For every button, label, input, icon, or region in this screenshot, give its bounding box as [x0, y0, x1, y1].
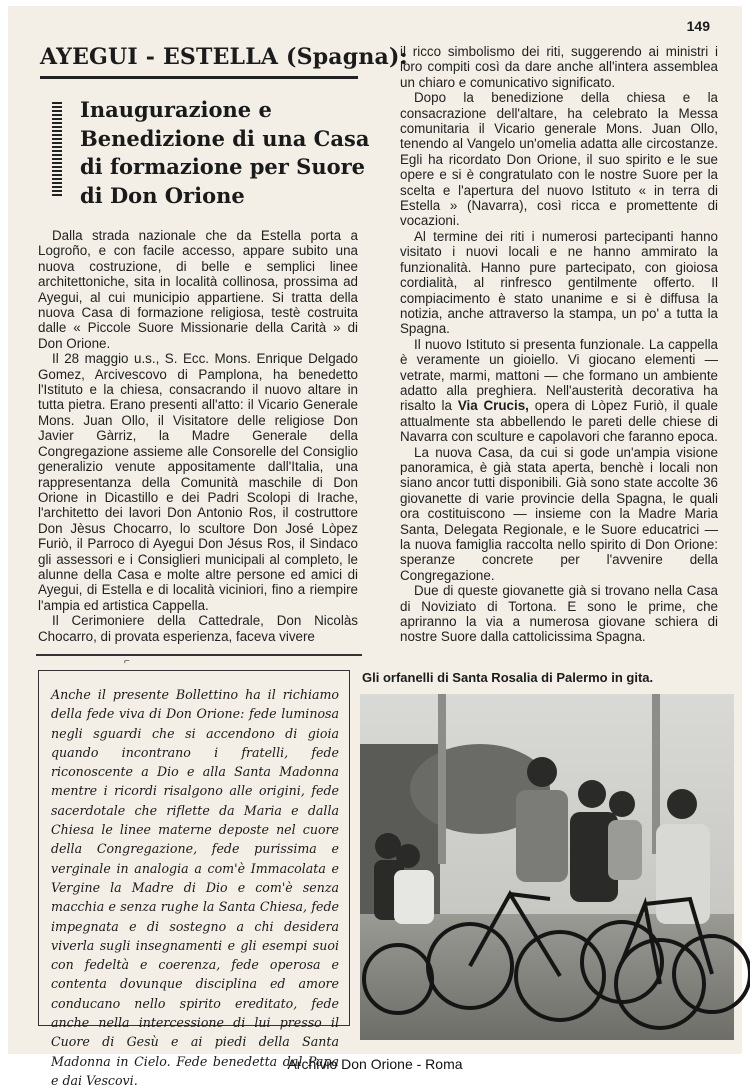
article-paragraph: La nuova Casa, da cui si gode un'ampia visione panoramica, è già stata aperta, benchè i locali non siano ancor tutti disponibili. Già sono state accolte 36 giovanette di varie provincie della Spagna, le quali ora costituiscono — insieme con la Madre Maria Santa, Delegata Regionale, e le Suore educatrici — la nuova famiglia raccolta nello spirito di Don Orione: speranze concrete per l'avvenire della Congregazione.	[400, 444, 718, 583]
photo-caption: Gli orfanelli di Santa Rosalia di Palermo in gita.	[362, 670, 654, 685]
quote-text: Anche il presente Bollettino ha il richiamo della fede viva di Don Orione: fede luminosa negli sguardi che si accendono di gioia quando incontrano i fratelli, fede riconoscente a Dio e alla Santa Madonna mentre i ricordi risalgono alle origini, fede sacerdotale che riflette da Maria e dalla Chiesa le linee materne deposte nel cuore della Congregazione, fede purissima e verginale in analogia a com'è Immacolata e Vergine la Madre di Dio e com'è senza macchia e senza rughe la Santa Chiesa, fede impegnata e di sostegno a chi desidera viverla sugli insegnamenti e gli esempi suoi con fedeltà e coerenza, fede operosa e contenta dovunque disciplina ed amore conducano nello spirito ereditato, fede anche nella intercessione di lui presso il Cuore di Gesù e ai piedi della Santa Madonna in Cielo. Fede benedetta dal Papa e dai Vescovi.	[51, 687, 339, 1088]
archive-label: Archivio Don Orione - Roma	[287, 1056, 463, 1072]
section-header-title: AYEGUI - ESTELLA (Spagna):	[40, 44, 408, 70]
article-paragraph: Il 28 maggio u.s., S. Ecc. Mons. Enrique Delgado Gomez, Arcivescovo di Pamplona, ha benedetto l'Istituto e la chiesa, consacrando il nuovo altare in tutta pietra. Erano presenti all'atto: il Vicario Generale Mons. Juan Ollo, il Visitatore delle religiose Don Javier Gàrriz, la Madre Generale della Congregazione assieme alle Consorelle del Consiglio generalizio venute appositamente dall'Italia, una rappresentanza della Comunità maschile di Don Orione in Dicastillo e dei Padri Scolopi di Irache, l'architetto dei lavori Don Antonio Ros, il costruttore Don Jèsus Chocarro, lo scultore Don José Lòpez Furiò, il Parroco di Ayegui Don Jésus Ros, il Sindaco gli assessori e i Consiglieri municipali al completo, le alunne della Casa e molte altre persone ed amici di Ayegui, di Estella e di località viciniori, fino a riempire l'ampia ed artistica Cappella.	[38, 351, 358, 613]
article-paragraph-continued: il ricco simbolismo dei riti, suggerendo ai ministri i loro compiti così da dare anche all'intera assemblea un chiaro e comunicativo significato.	[400, 44, 718, 90]
article-text: Il nuovo Istituto si presenta funzionale. La cappella è veramente un gioiello. Vi giocano elementi — vetrate, marmi, mattoni — che formano un ambiente adatto alla preghiera. Nell'austerità decorativa ha risalto la	[400, 336, 718, 414]
divider-mark: ⌐	[124, 656, 130, 667]
article-paragraph: Al termine dei riti i numerosi partecipanti hanno visitato i nuovi locali e ne hanno ammirato la funzionalità. Hanno pure partecipato, con gioiosa cordialità, al rinfresco gentilmente offerto. Il compiacimento è stato unanime e si è diffusa la notizia, anche attraverso la stampa, un po' a tutta la Spagna.	[400, 228, 718, 337]
article-paragraph: Dalla strada nazionale che da Estella porta a Logroño, e con facile accesso, appare subito una nuova costruzione, di belle e semplici linee architettoniche, sita in località collinosa, prossima ad Ayegui, al cui municipio appartiene. Si tratta della nuova Casa di formazione religiosa, testè costruita dalle « Piccole Suore Missionarie della Carità » di Don Orione.	[38, 228, 358, 351]
article-text: opera di Lòpez Furiò, il quale attualmente sta abbellendo le pareti delle chiese di Navarra con sculture e capolavori che faranno epoca.	[400, 398, 718, 445]
article-paragraph: Dopo la benedizione della chiesa e la consacrazione dell'altare, ha celebrato la Messa comunitaria il Vicario generale Mons. Juan Ollo, tenendo al Vangelo un'omelia adatta alle circostanze. Egli ha ricordato Don Orione, il suo spirito e le sue opere e si è congratulato con le nostre Suore per la scelta e l'apertura del nuovo Istituto « in terra di Estella » (Navarra), così ricca e promettente di vocazioni.	[400, 90, 718, 229]
photo-pole	[438, 694, 446, 864]
barcode-ornament	[52, 102, 62, 198]
article-right-column	[400, 44, 718, 645]
page-number: 149	[686, 18, 710, 34]
article-headline: Inaugurazione e Benedizione di una Casa di formazione per Suore di Don Orione	[80, 97, 370, 208]
section-divider	[36, 654, 362, 656]
article-paragraph: Il Cerimoniere della Cattedrale, Don Nicolàs Chocarro, di provata esperienza, faceva vivere	[38, 613, 358, 644]
article-paragraph: Due di queste giovanette già si trovano nella Casa di Noviziato di Tortona. E sono le prime, che apriranno la via a numerosa giovane schiera di nostre Suore dalla cattolicissima Spagna.	[400, 583, 718, 645]
article-paragraph	[400, 337, 718, 445]
article-left-column	[38, 228, 358, 644]
orphans-photo	[360, 694, 734, 1040]
quote-box	[38, 670, 350, 1088]
header-rule	[40, 76, 358, 79]
photo-illustration	[360, 694, 734, 1040]
via-crucis-emphasis: Via Crucis,	[457, 398, 529, 414]
